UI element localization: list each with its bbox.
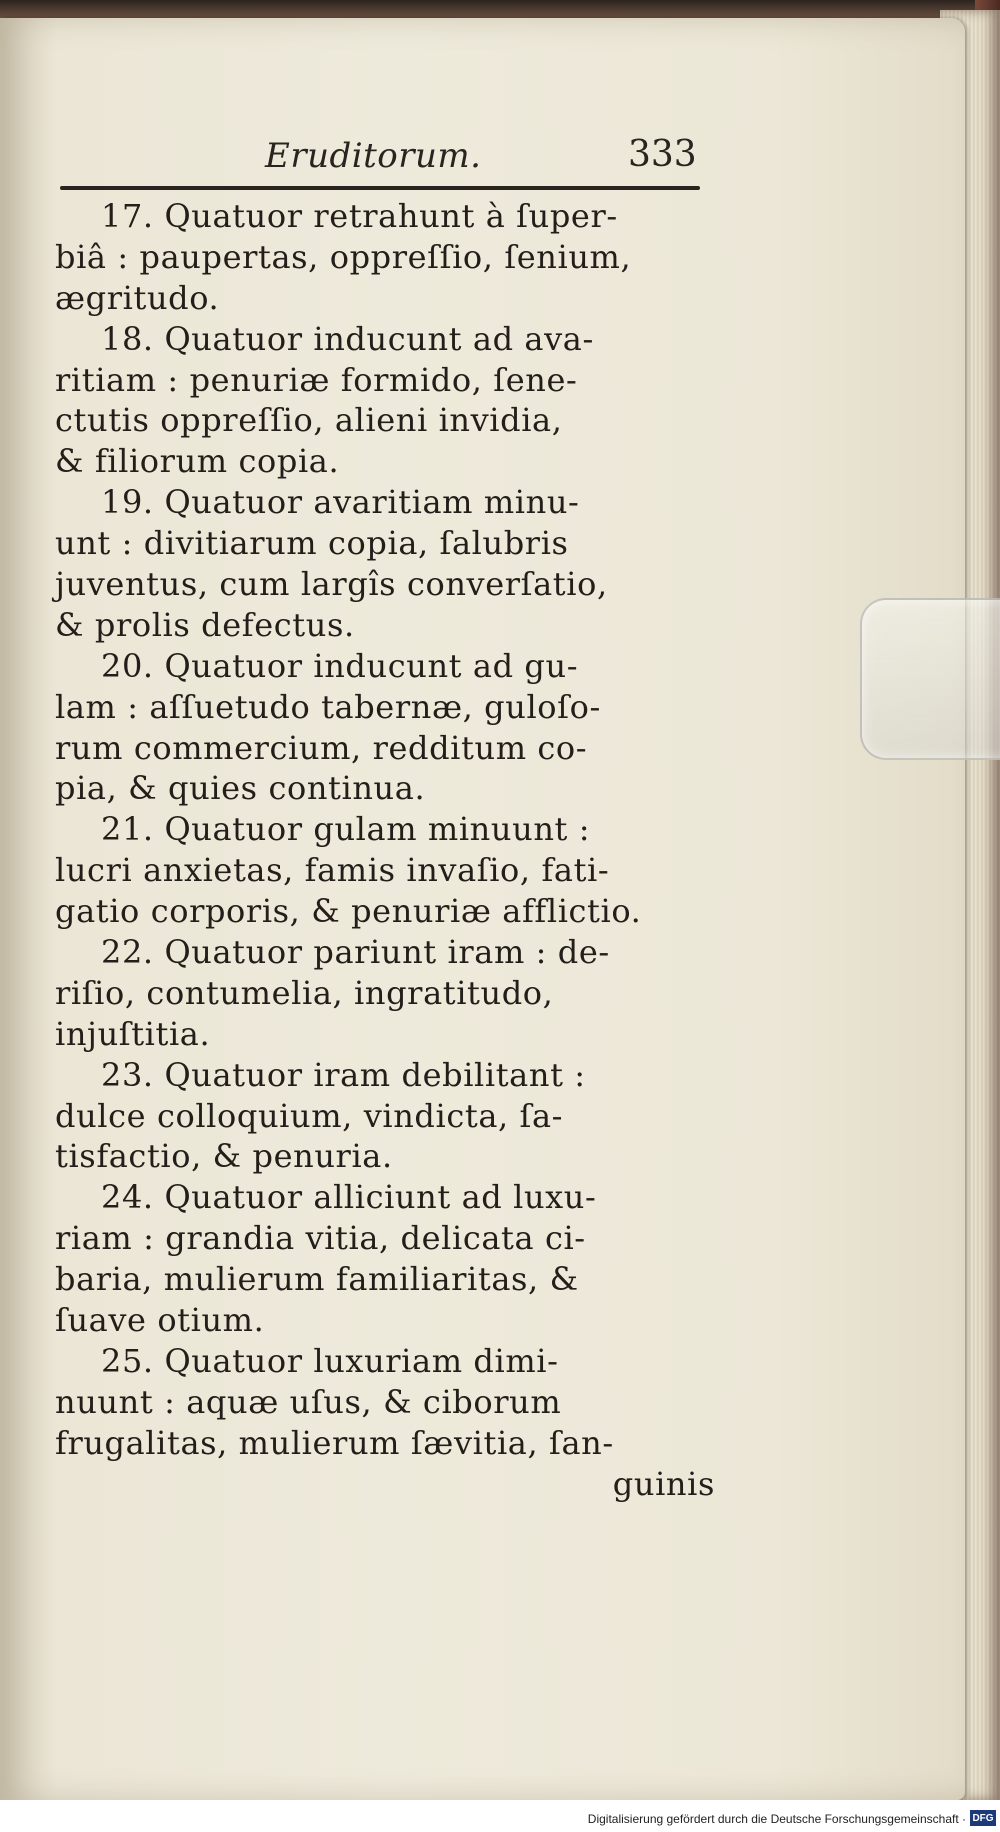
- text-line: & prolis defectus.: [55, 605, 355, 644]
- text-line: riſio, contumelia, ingratitudo,: [55, 973, 554, 1012]
- text-line: 24. Quatuor alliciunt ad luxu-: [101, 1178, 597, 1217]
- text-line: ctutis oppreſſio, alieni invidia,: [55, 401, 563, 440]
- text-line: riam : grandia vitia, delicata ci-: [55, 1219, 586, 1258]
- running-head: Eruditorum.: [265, 136, 482, 176]
- text-line: lam : aſſuetudo tabernæ, guloſo-: [55, 687, 601, 726]
- text-line: 18. Quatuor inducunt ad ava-: [101, 319, 594, 358]
- text-line: biâ : paupertas, oppreſſio, ſenium,: [55, 237, 632, 276]
- text-line: dulce colloquium, vindicta, ſa-: [55, 1096, 564, 1135]
- header-rule: [60, 186, 700, 190]
- text-line: injuſtitia.: [55, 1014, 211, 1053]
- body-text: [55, 196, 715, 1505]
- text-line: tisfactio, & penuria.: [55, 1137, 393, 1176]
- text-line: juventus, cum largîs converſatio,: [55, 565, 608, 604]
- text-line: 21. Quatuor gulam minuunt :: [101, 810, 591, 849]
- text-line: rum commercium, redditum co-: [55, 728, 588, 767]
- text-line: 19. Quatuor avaritiam minu-: [101, 483, 580, 522]
- text-line: & filiorum copia.: [55, 442, 340, 481]
- text-line: gatio corporis, & penuriæ afflictio.: [55, 892, 642, 931]
- text-line: frugalitas, mulierum ſævitia, ſan-: [55, 1423, 614, 1462]
- text-line: 22. Quatuor pariunt iram : de-: [101, 933, 610, 972]
- text-line: ritiam : penuriæ formido, ſene-: [55, 360, 578, 399]
- text-line: nuunt : aquæ uſus, & ciborum: [55, 1382, 562, 1421]
- catchword: guinis: [612, 1464, 715, 1503]
- text-line: ægritudo.: [55, 278, 220, 317]
- text-line: 23. Quatuor iram debilitant :: [101, 1055, 586, 1094]
- funding-credit: Digitalisierung gefördert durch die Deutsche Forschungsgemeinschaft ·: [587, 1812, 966, 1826]
- text-line: pia, & quies continua.: [55, 769, 426, 808]
- page-header: [60, 128, 700, 178]
- text-line: 17. Quatuor retrahunt à ſuper-: [101, 197, 618, 235]
- page-clip: [860, 598, 1000, 760]
- text-line: lucri anxietas, famis invaſio, fati-: [55, 851, 610, 890]
- text-line: 20. Quatuor inducunt ad gu-: [101, 646, 579, 685]
- text-line: 25. Quatuor luxuriam dimi-: [101, 1341, 559, 1380]
- text-line: baria, mulierum familiaritas, &: [55, 1260, 579, 1299]
- dfg-logo: DFG: [970, 1810, 996, 1826]
- page-number: 333: [628, 134, 697, 175]
- text-line: ſuave otium.: [55, 1301, 265, 1340]
- text-line: unt : divitiarum copia, ſalubris: [55, 524, 569, 563]
